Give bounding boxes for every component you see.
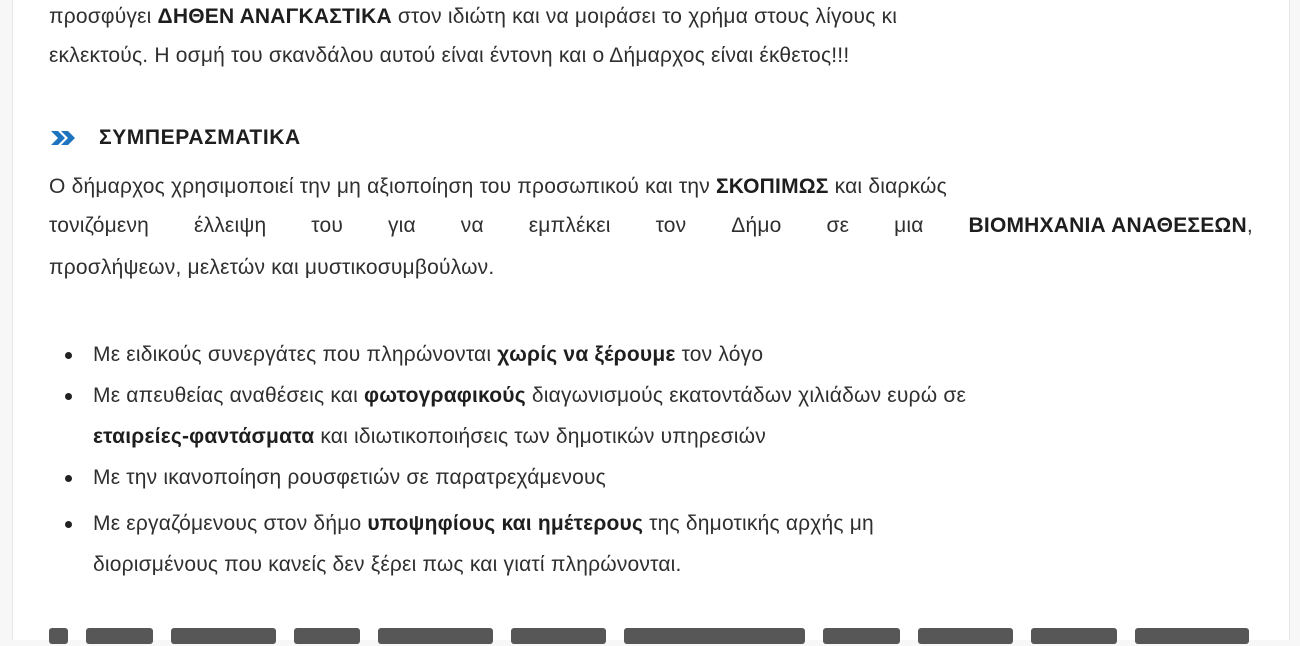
para1-line1-text: προσφύγει <box>49 5 158 28</box>
list-item-2-line1 <box>93 381 966 411</box>
list-item-4-line2: διορισμένους που κανείς δεν ξέρει πως και γιατί πληρώνονται. <box>93 553 682 576</box>
list-item-text: τον λόγο <box>675 343 764 366</box>
para2-line1-text: Ο δήμαρχος χρησιμοποιεί την μη αξιοποίηση του προσωπικού και την <box>49 175 716 198</box>
para2-word: για <box>387 214 416 237</box>
para2-word: σε <box>826 214 850 237</box>
list-item-text: της δημοτικής αρχής μη <box>643 512 874 535</box>
para2-word: του <box>311 214 344 237</box>
list-item-text: Με απευθείας αναθέσεις και <box>93 384 365 407</box>
list-item-1 <box>93 340 763 370</box>
list-item-2-line2 <box>93 422 766 452</box>
double-chevron-right-icon <box>49 128 79 148</box>
list-item-bold: χωρίς να ξέρουμε <box>497 343 676 366</box>
para2-line2-bold: ΒΙΟΜΗΧΑΝΙΑ ΑΝΑΘΕΣΕΩΝ <box>968 214 1247 237</box>
para2-line2-comma: , <box>1246 214 1253 237</box>
para1-line1 <box>49 2 1253 32</box>
section-heading <box>49 126 301 150</box>
para2-line1-bold: ΣΚΟΠΙΜΩΣ <box>715 175 829 198</box>
para2-line2-bold-group <box>969 211 1253 241</box>
para2-word: έλλειψη <box>193 214 267 237</box>
list-item-bold: υποψηφίους και ημέτερους <box>367 512 644 535</box>
para2-line1 <box>49 172 1253 202</box>
para2-word: τονιζόμενη <box>49 214 150 237</box>
bullet-dot <box>65 521 72 528</box>
document-page <box>12 0 1290 640</box>
bullet-dot <box>65 475 72 482</box>
para1-line2: εκλεκτούς. Η οσμή του σκανδάλου αυτού είναι έντονη και ο Δήμαρχος είναι έκθετος!!! <box>49 44 850 67</box>
section-heading-label: ΣΥΜΠΕΡΑΣΜΑΤΙΚΑ <box>99 126 301 149</box>
para2-line3: προσλήψεων, μελετών και μυστικοσυμβούλων. <box>49 256 495 279</box>
list-item-4-line1 <box>93 509 874 539</box>
list-item-text: Με ειδικούς συνεργάτες που πληρώνονται <box>93 343 498 366</box>
cut-off-line <box>49 624 1249 646</box>
bullet-dot <box>65 393 72 400</box>
para2-line1-rest: και διαρκώς <box>828 175 947 198</box>
para2-word: να <box>460 214 484 237</box>
para2-word: Δήμο <box>731 214 782 237</box>
bullet-dot <box>65 352 72 359</box>
list-item-text: και ιδιωτικοποιήσεις των δημοτικών υπηρεσιών <box>314 425 766 448</box>
para2-word: μια <box>894 214 924 237</box>
para1-line1-bold: ΔΗΘΕΝ ΑΝΑΓΚΑΣΤΙΚΑ <box>157 5 392 28</box>
list-item-text: Με εργαζόμενους στον δήμο <box>93 512 368 535</box>
para2-line2 <box>49 211 1253 241</box>
para2-word: τον <box>655 214 687 237</box>
list-item-bold: φωτογραφικούς <box>364 384 526 407</box>
list-item-3: Με την ικανοποίηση ρουσφετιών σε παρατρεχάμενους <box>93 466 606 489</box>
list-item-text: διαγωνισμούς εκατοντάδων χιλιάδων ευρώ σε <box>525 384 967 407</box>
para1-line1-rest: στον ιδιώτη και να μοιράσει το χρήμα στους λίγους κι <box>391 5 898 28</box>
list-item-bold: εταιρείες-φαντάσματα <box>93 425 315 448</box>
para2-word: εμπλέκει <box>528 214 611 237</box>
